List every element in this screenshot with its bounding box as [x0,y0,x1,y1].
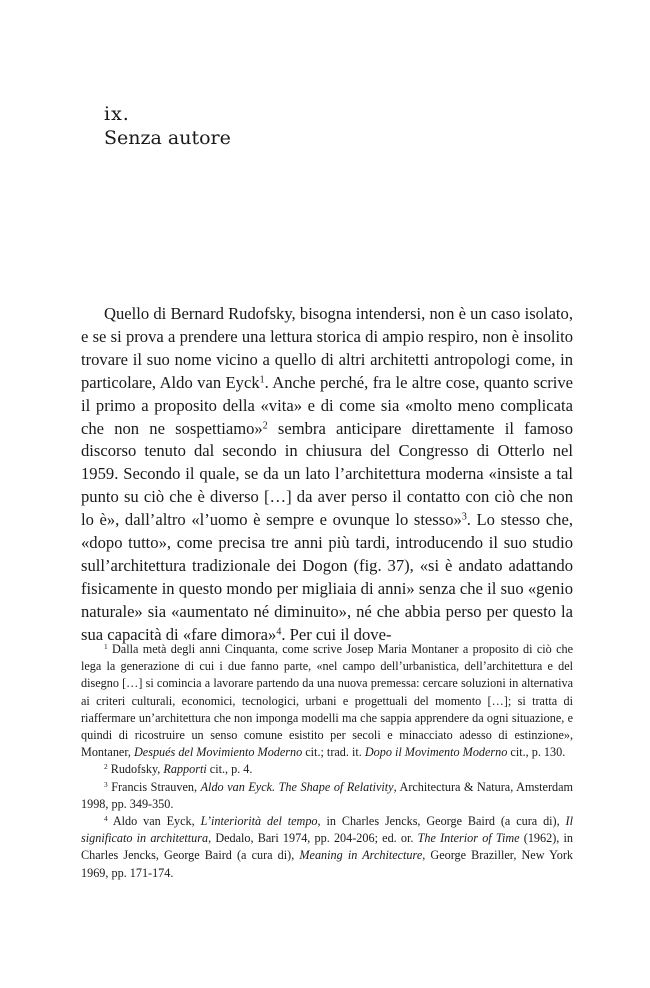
italic-title: Dopo il Movimento Moderno [364,745,508,760]
footnote-number: 2 [104,762,108,772]
footnote-number: 1 [104,641,108,651]
footnotes-section [81,641,573,882]
italic-title: Aldo van Eyck. The Shape of Relativity [200,779,394,794]
footnote [81,813,573,882]
footnote-text: Dalla metà degli anni Cinquanta, come scrive Josep Maria Montaner a proposito di ciò che lega la generazione di cui i due fanno parte, «nel campo dell’urbanistica, dell’architettura e del disegno […] si comincia a lavorare partendo da una nuova premessa: cercare soluzioni in alternativa ai criteri culturali, economici, tecnologici, urbani e progettuali del momento […]; si tratta di riaffermare un’architettura che non imponga modelli ma che sappia apprendere da ogni situazione, e quindi di ricostruire un senso comune esistito per secoli e minacciato adesso di estinzione», Montaner, Después del Movimiento Moderno cit.; trad. it. Dopo il Movimento Moderno cit., p. 130. [81,642,573,760]
italic-title: The Interior of Time [417,831,520,846]
italic-title: Rapporti [163,762,207,777]
italic-title: Después del Movimiento Moderno [134,745,303,760]
footnote [81,641,573,761]
footnote-reference: 1 [259,374,265,386]
footnote-reference: 3 [461,511,467,523]
footnote [81,779,573,813]
footnote-reference: 4 [276,626,282,638]
footnote-text: Aldo van Eyck, L’interiorità del tempo, in Charles Jencks, George Baird (a cura di), Il significato in architettura, Dedalo, Bari 1974, pp. 204-206; ed. or. The Interior of Time (1962), in Charles Jencks, George Baird (a cura di), Meaning in Architecture, George Braziller, New York 1969, pp. 171-174. [81,814,573,880]
italic-title: Il significato in architettura [81,814,573,846]
italic-title: L’interiorità del tempo [200,814,318,829]
chapter-title: Senza autore [104,127,231,149]
footnote-number: 4 [104,814,108,824]
footnote-number: 3 [104,779,108,789]
italic-title: Meaning in Architecture [299,848,423,863]
body-paragraph: Quello di Bernard Rudofsky, bisogna intendersi, non è un caso isolato, e se si prova a prendere una lettura storica di ampio respiro, non è insolito trovare il suo nome vicino a quello di altri architetti antropologi come, in particolare, Aldo van Eyck$^1$. Anche perché, fra le altre cose, quanto scrive il primo a proposito della «vita» e di come sia «molto meno complicata che non ne sospettiamo»$^2$ sembra anticipare direttamente il famoso discorso tenuto dal secondo in chiusura del Congresso di Otterlo nel 1959. Secondo il quale, se da un lato l’architettura moderna «insiste a tal punto su ciò che è diverso […] da aver perso il contatto con ciò che non lo è», dall’altro «l’uomo è sempre e ovunque lo stesso»$^3$. Lo stesso che, «dopo tutto», come precisa tre anni più tardi, introducendo il suo studio sull’architettura tradizionale dei Dogon (fig. 37), «si è andato adattando fisicamente in questo mondo per migliaia di anni» senza che il suo «genio naturale» sia «aumentato né diminuito», né che abbia perso per questo la sua capacità di «fare dimora»$^4$. Per cui il dove- [81,304,573,644]
footnote-text: Francis Strauven, Aldo van Eyck. The Shape of Relativity, Architectura & Natura, Amsterdam 1998, pp. 349-350. [81,779,574,811]
chapter-number: ix. [104,103,130,125]
footnote-text: Rudofsky, Rapporti cit., p. 4. [107,762,253,777]
footnote-reference: 2 [262,420,268,432]
footnote [81,761,573,778]
